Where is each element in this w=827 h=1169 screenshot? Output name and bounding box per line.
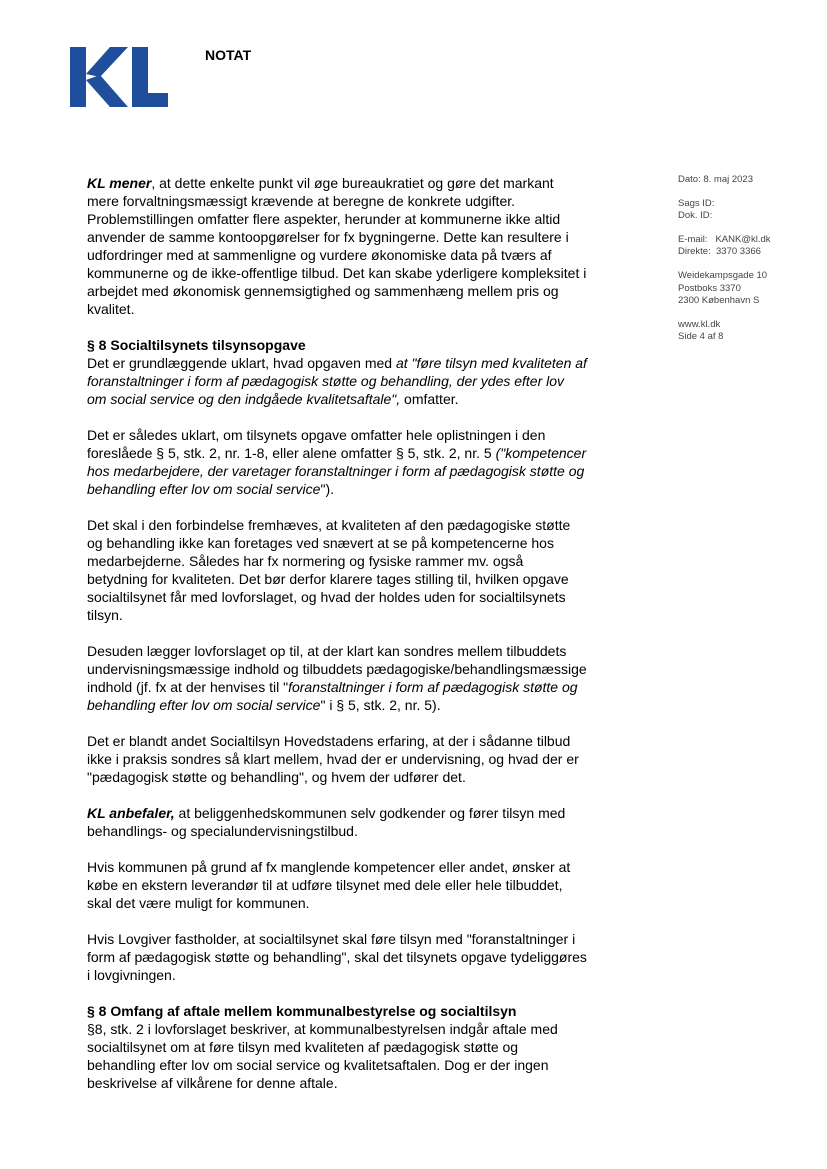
paragraph: KL anbefaler, at beliggenhedskommunen selv godkender og fører tilsyn med behandlings- og specialundervisningstilbud. (87, 805, 566, 839)
paragraph: §8, stk. 2 i lovforslaget beskriver, at kommunalbestyrelsen indgår aftale med socialtilsynet om at føre tilsyn med kvaliteten af pædagogisk støtte og behandling efter lov om social service og kvalitetsaftalen. Dog er der ingen beskrivelse af vilkårene for denne aftale. (87, 1021, 558, 1091)
section-heading: § 8 Socialtilsynets tilsynsopgave (87, 337, 306, 353)
paragraph: Hvis kommunen på grund af fx manglende kompetencer eller andet, ønsker at købe en ekstern leverandør til at udføre tilsynet med dele eller hele tilbuddet, skal det være muligt for kommunen. (87, 859, 571, 911)
document-body (87, 174, 587, 1110)
paragraph: Desuden lægger lovforslaget op til, at der klart kan sondres mellem tilbuddets undervisningsmæssige indhold og tilbuddets pædagogiske/behandlingsmæssige indhold (jf. fx at der henvises til "foranstaltninger i form af pædagogisk støtte og behandling efter lov om social service" i § 5, stk. 2, nr. 5). (87, 643, 587, 713)
kl-logo (70, 47, 168, 107)
paragraph: Hvis Lovgiver fastholder, at socialtilsynet skal føre tilsyn med "foranstaltninger i form af pædagogisk støtte og behandling", skal det tilsynets opgave tydeliggøres i lovgivningen. (87, 931, 587, 983)
direct-phone: Direkte: 3370 3366 (678, 246, 761, 258)
section-tilsynsopgave (87, 336, 587, 408)
paragraph: Det er således uklart, om tilsynets opgave omfatter hele oplistningen i den foreslåede § 5, stk. 2, nr. 1-8, eller alene omfatter § 5, stk. 2, nr. 5 ("kompetencer hos medarbejdere, der varetager foranstaltninger i form af pædagogisk støtte og behandling efter lov om social service"). (87, 427, 587, 497)
address-street: Weidekampsgade 10 (678, 269, 768, 281)
address-pobox: Postboks 3370 (678, 282, 741, 294)
paragraph: Det er grundlæggende uklart, hvad opgaven med at "føre tilsyn med kvaliteten af foranstaltninger i form af pædagogisk støtte og behandling, der ydes efter lov om social service og den indgåede kvalitetsaftale", omfatter. (87, 355, 587, 407)
email: E-mail: KANK@kl.dk (678, 233, 771, 245)
document-metadata (678, 174, 818, 355)
date: Dato: 8. maj 2023 (678, 174, 753, 185)
document-id: Dok. ID: (678, 210, 713, 222)
case-id: Sags ID: (678, 197, 715, 209)
paragraph: Det er blandt andet Socialtilsyn Hovedstadens erfaring, at der i sådanne tilbud ikke i praksis sondres så klart mellem, hvad der er undervisning, og hvad der er "pædagogisk støtte og behandling", og hvem der udfører det. (87, 733, 579, 785)
address-city: 2300 København S (678, 295, 760, 307)
website-link[interactable]: www.kl.dk (678, 318, 721, 330)
paragraph: Det skal i den forbindelse fremhæves, at kvaliteten af den pædagogiske støtte og behandling ikke kan foretages ved snævert at se på kompetencerne hos medarbejderne. Således har fx normering og fysiske rammer mv. også betydning for kvaliteten. Det bør derfor klarere tages stilling til, hvilken opgave socialtilsynet får med lovforslaget, og hvad der holdes uden for socialtilsynets tilsyn. (87, 517, 571, 623)
section-heading: § 8 Omfang af aftale mellem kommunalbestyrelse og socialtilsyn (87, 1003, 517, 1019)
section-aftale (87, 1002, 587, 1092)
paragraph: KL mener, at dette enkelte punkt vil øge bureaukratiet og gøre det markant mere forvaltningsmæssigt krævende at beregne de konkrete udgifter. Problemstillingen omfatter flere aspekter, herunder at kommunerne ikke altid anvender de samme kontoopgørelser for fx bygningerne. Dette kan resultere i udfordringer med at sammenligne og vurdere økonomiske data på tværs af kommunerne og de ikke-offentlige tilbud. Det kan skabe yderligere kompleksitet i arbejdet med økonomisk gennemsigtighed og sammenhæng mellem pris og kvalitet. (87, 175, 587, 317)
page-number: Side 4 af 8 (678, 331, 724, 343)
document-type: NOTAT (205, 47, 252, 63)
